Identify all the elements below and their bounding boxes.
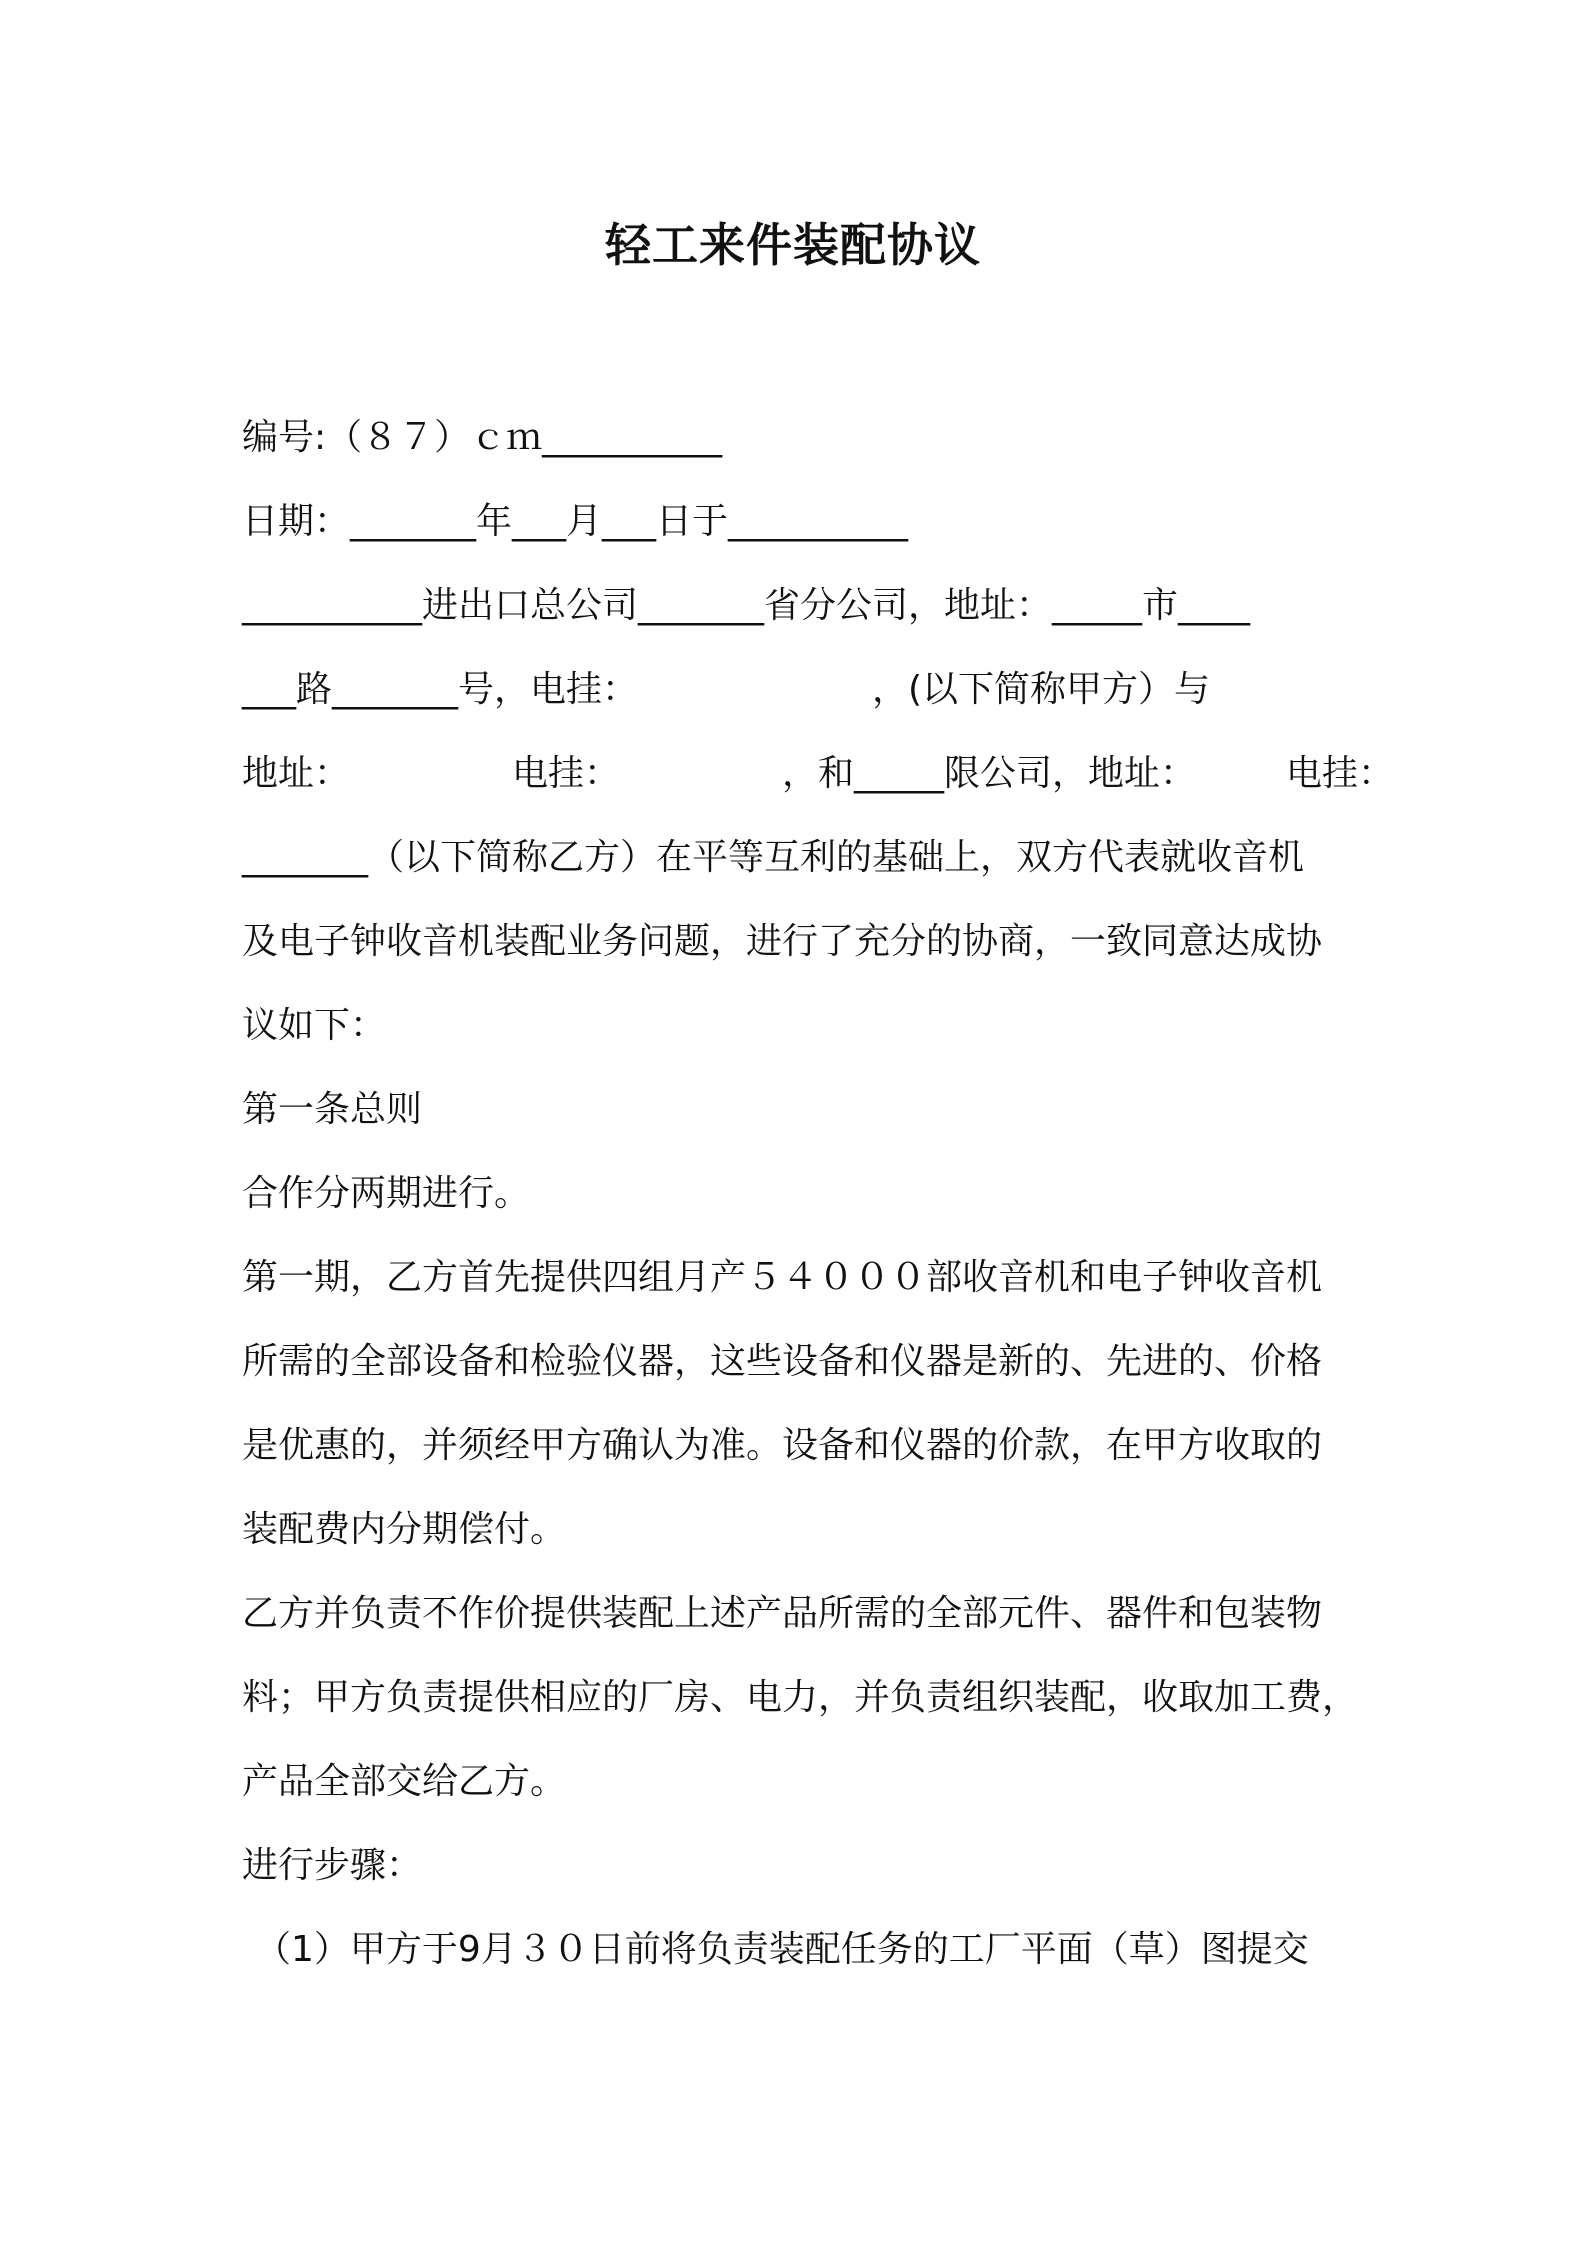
paragraph-line: 是优惠的，并须经甲方确认为准。设备和仪器的价款，在甲方收取的 [242, 1425, 1323, 1466]
party-a-company-line: __________进出口总公司_______省分公司，地址：_____市____ [242, 585, 1251, 626]
section-heading: 第一条总则 [242, 1089, 423, 1130]
paragraph-line: 料；甲方负责提供相应的厂房、电力，并负责组织装配，收取加工费， [242, 1677, 1359, 1718]
paragraph-line: 所需的全部设备和检验仪器，这些设备和仪器是新的、先进的、价格 [242, 1341, 1323, 1382]
paragraph-line: 议如下： [242, 1005, 387, 1046]
paragraph-line: 产品全部交给乙方。 [242, 1761, 567, 1802]
paragraph-line: 及电子钟收音机装配业务问题，进行了充分的协商，一致同意达成协 [242, 921, 1323, 962]
contract-number-line: 编号:（８７）ｃｍ__________ [242, 417, 723, 458]
paragraph-line: 乙方并负责不作价提供装配上述产品所需的全部元件、器件和包装物 [242, 1593, 1323, 1634]
party-b-address-line: 地址： 电挂： ，和_____限公司，地址： 电挂： [242, 753, 1395, 794]
paragraph-line: _______（以下简称乙方）在平等互利的基础上，双方代表就收音机 [242, 837, 1305, 878]
paragraph-line: 进行步骤： [242, 1845, 423, 1886]
paragraph-line: 合作分两期进行。 [242, 1173, 531, 1214]
document-title: 轻工来件装配协议 [605, 218, 981, 272]
step-item: （1）甲方于9月３０日前将负责装配任务的工厂平面（草）图提交 [255, 1929, 1309, 1970]
paragraph-line: 装配费内分期偿付。 [242, 1509, 567, 1550]
paragraph-line: 第一期，乙方首先提供四组月产５４０００部收音机和电子钟收音机 [242, 1257, 1323, 1298]
party-a-address-line: ___路_______号，电挂： ，(以下简称甲方）与 [242, 669, 1211, 710]
date-line: 日期：_______年___月___日于__________ [242, 501, 909, 542]
